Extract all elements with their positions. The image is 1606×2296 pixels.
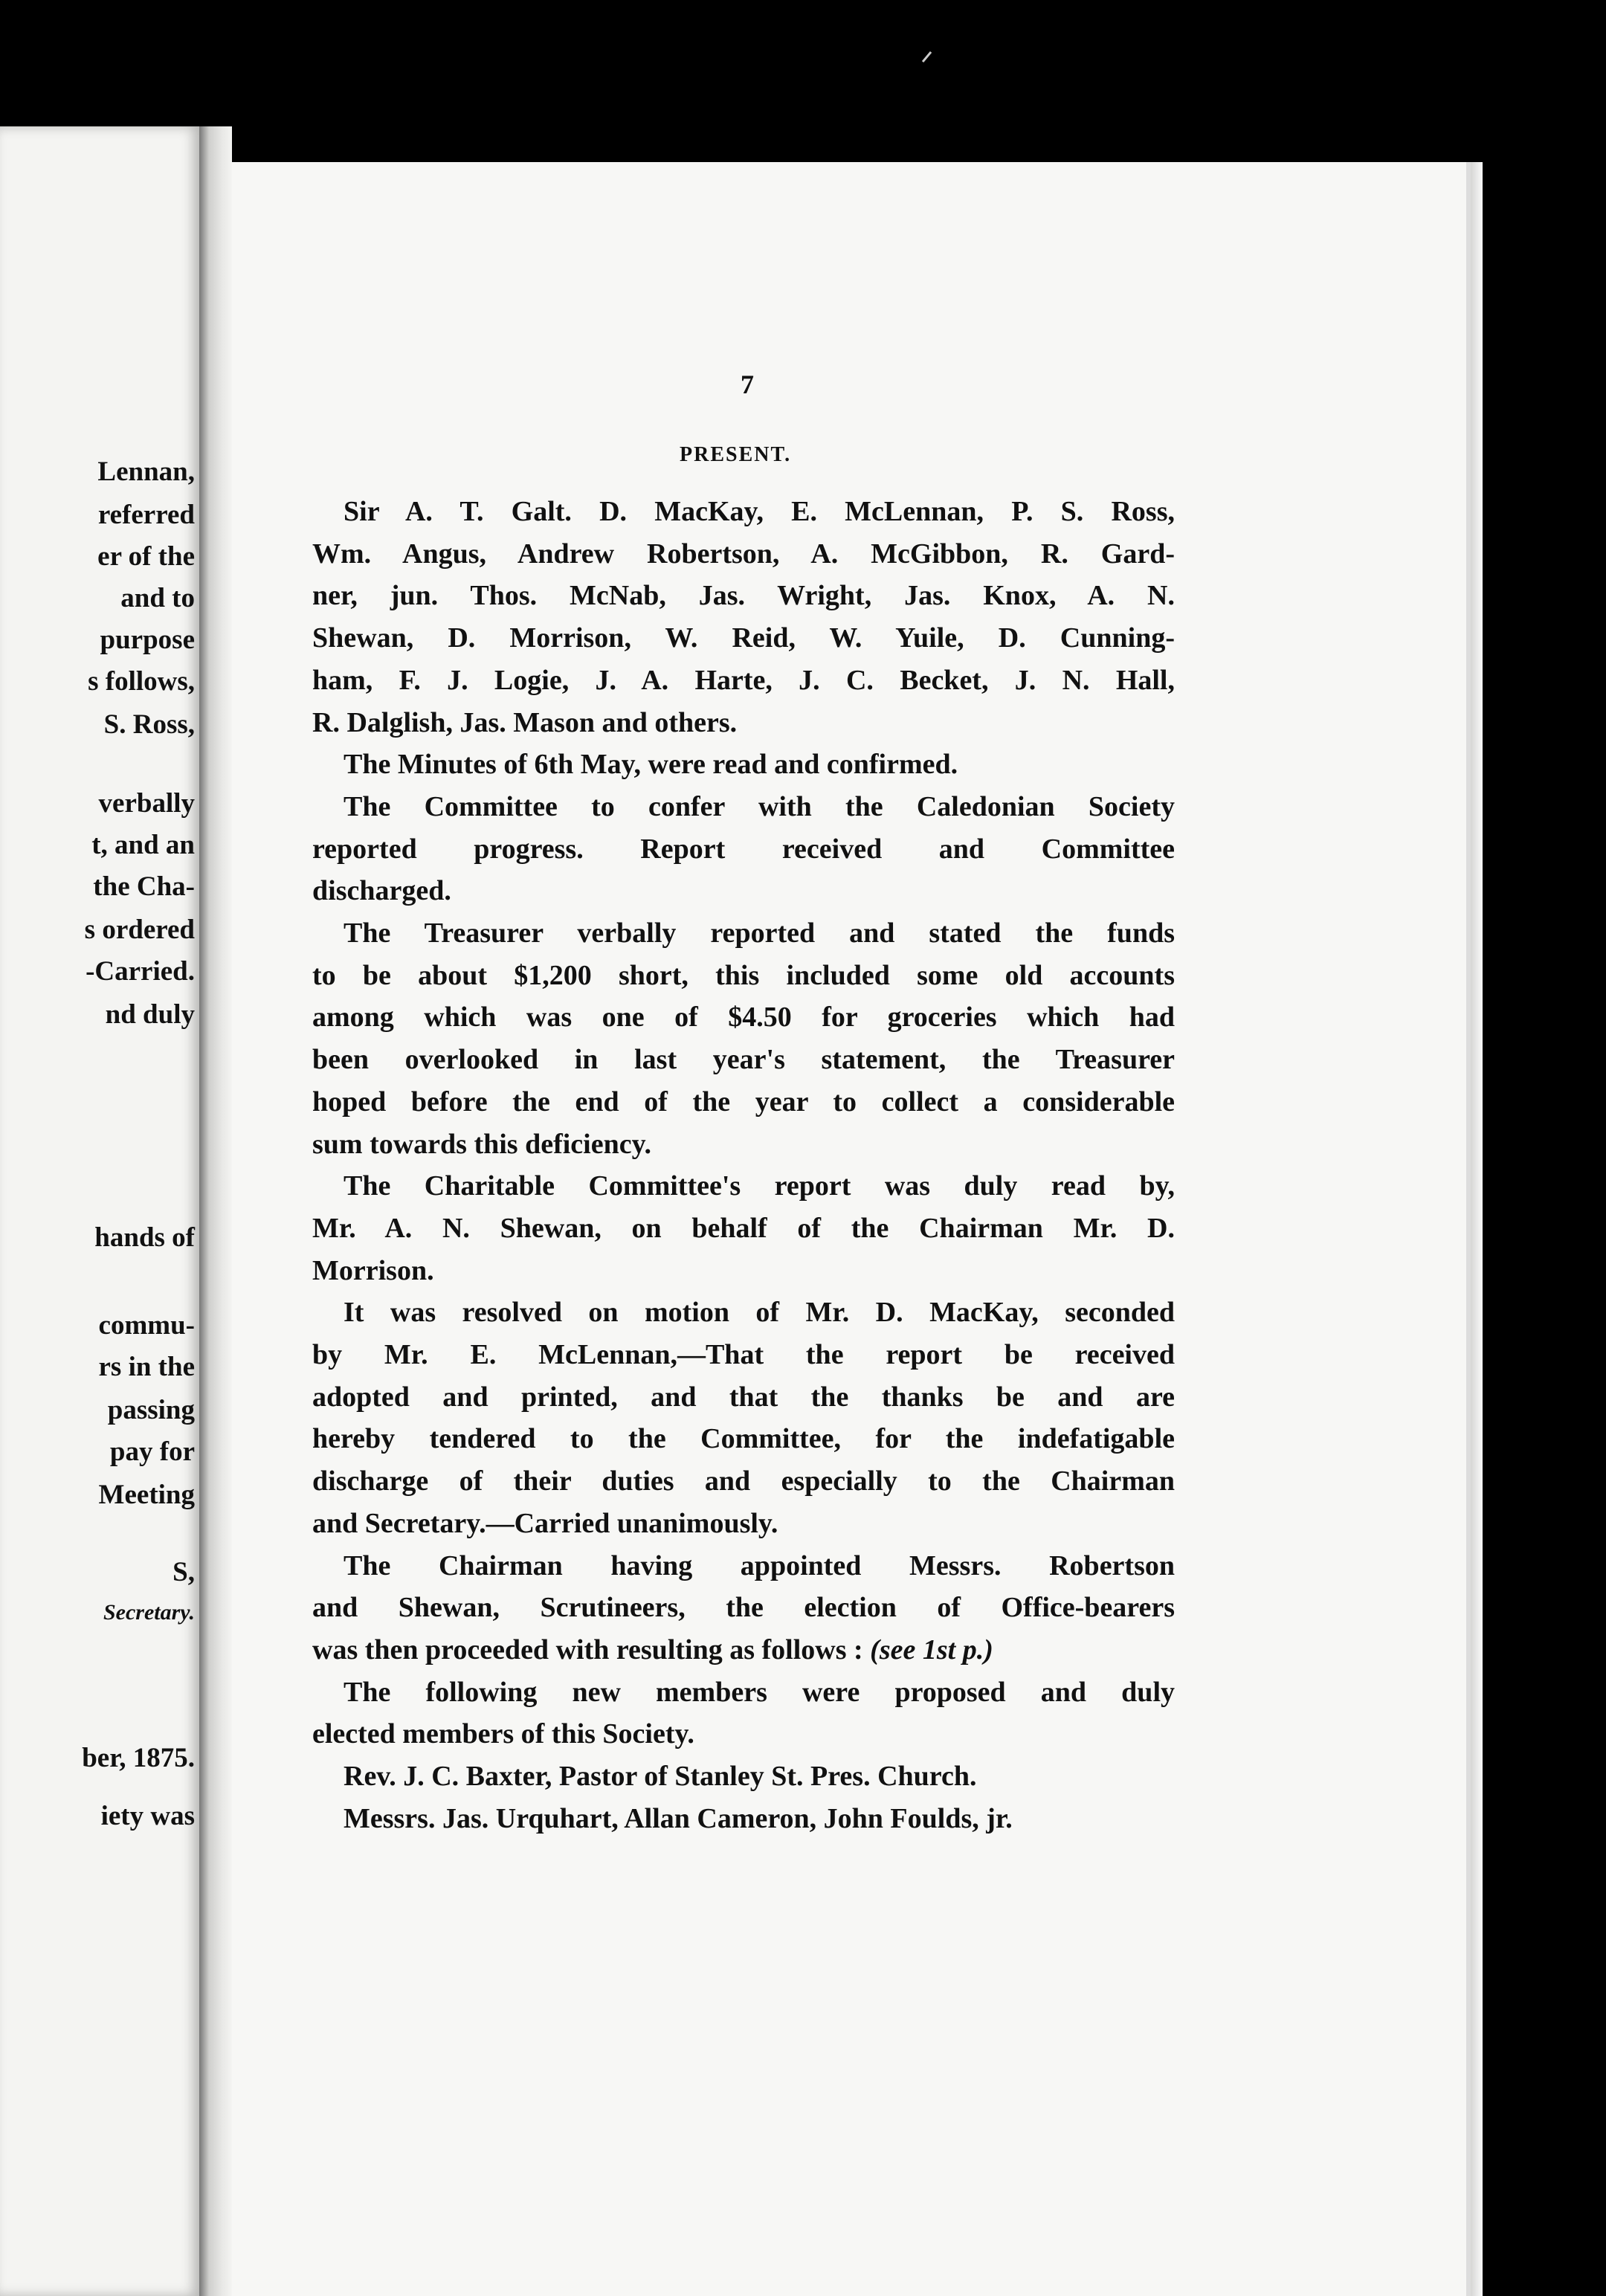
left-page-text-fragment: Lennan, [97, 457, 195, 487]
text-line: Wm. Angus, Andrew Robertson, A. McGibbon, R. Gard- [312, 538, 1175, 570]
text-line: Morrison. [312, 1254, 434, 1286]
text-line: Rev. J. C. Baxter, Pastor of Stanley St. Pres. Church. [344, 1761, 977, 1793]
text-line: Mr. A. N. Shewan, on behalf of the Chairman Mr. D. [312, 1212, 1175, 1244]
text-line: discharge of their duties and especially to the Chairman [312, 1465, 1175, 1497]
left-page-text-fragment: er of the [97, 541, 195, 572]
left-page-text-fragment: hands of [94, 1222, 195, 1253]
text-line [312, 1629, 1175, 1671]
text-line: adopted and printed, and that the thanks be and are [312, 1381, 1175, 1413]
left-page-text-fragment: referred [97, 500, 195, 530]
text-line: discharged. [312, 875, 451, 907]
text-line: ner, jun. Thos. McNab, Jas. Wright, Jas. Knox, A. N. [312, 580, 1175, 612]
section-heading: PRESENT. [680, 443, 792, 466]
text-line: hoped before the end of the year to collect a considerable [312, 1086, 1175, 1118]
text-line: Shewan, D. Morrison, W. Reid, W. Yuile, D. Cunning- [312, 622, 1175, 654]
left-page-text-fragment: Secretary. [103, 1600, 195, 1625]
left-page-text-fragment: s ordered [84, 915, 195, 945]
treasurer-paragraph [312, 912, 1175, 1165]
scrutineer-paragraph [312, 1545, 1175, 1671]
text-line: The Minutes of 6th May, were read and confirmed. [344, 749, 958, 781]
left-page-text-fragment: ber, 1875. [82, 1743, 195, 1773]
page-number: 7 [741, 370, 754, 399]
left-page-text-fragment: commu- [98, 1310, 195, 1341]
left-page-text-fragment: pay for [109, 1436, 195, 1467]
minutes-paragraph [312, 744, 1175, 786]
text-line: by Mr. E. McLennan,—That the report be received [312, 1339, 1175, 1371]
left-page-text-fragment: rs in the [98, 1352, 195, 1382]
new-members-list [312, 1755, 1175, 1839]
left-page-text-fragment: nd duly [105, 999, 195, 1030]
left-page-text-fragment: iety was [100, 1801, 195, 1831]
text-line: ham, F. J. Logie, J. A. Harte, J. C. Becket, J. N. Hall, [312, 664, 1175, 696]
text-line: Sir A. T. Galt. D. MacKay, E. McLennan, P. S. Ross, [344, 496, 1175, 527]
text-line: R. Dalglish, Jas. Mason and others. [312, 706, 738, 738]
committee-paragraph [312, 786, 1175, 912]
book-gutter [199, 126, 232, 2296]
text-line: elected members of this Society. [312, 1718, 694, 1750]
text-line: The Treasurer verbally reported and stated the funds [344, 918, 1175, 949]
text-line: sum towards this deficiency. [312, 1128, 651, 1160]
scrutineer-text: was then proceeded with resulting as follows : [312, 1634, 863, 1665]
left-page-text-fragment: S, [172, 1557, 195, 1587]
body-text [312, 491, 1175, 1840]
left-page-text-fragment: passing [107, 1395, 195, 1425]
text-line: been overlooked in last year's statement, the Treasurer [312, 1044, 1175, 1076]
text-line: to be about $1,200 short, this included some old accounts [312, 959, 1175, 991]
left-page-text-fragment: s follows, [88, 666, 195, 697]
left-page-text-fragment: verbally [98, 788, 195, 819]
text-line: The Chairman having appointed Messrs. Robertson [344, 1550, 1175, 1581]
corner-mark: ᐟ [920, 45, 934, 81]
resolution-paragraph [312, 1292, 1175, 1544]
text-line: reported progress. Report received and Committee [312, 833, 1175, 865]
text-line: The Committee to confer with the Caledonian Society [344, 790, 1175, 822]
text-line: It was resolved on motion of Mr. D. MacKay, seconded [344, 1297, 1175, 1329]
left-page-text-fragment: t, and an [91, 830, 195, 860]
text-line: hereby tendered to the Committee, for the indefatigable [312, 1423, 1175, 1455]
text-line: The Charitable Committee's report was duly read by, [344, 1170, 1175, 1202]
left-page-text-fragment: S. Ross, [103, 709, 195, 740]
present-paragraph [312, 491, 1175, 744]
left-page-text-fragment: -Carried. [86, 956, 195, 987]
left-page-text-fragment: Meeting [98, 1480, 195, 1510]
left-page-text-fragment: the Cha- [93, 871, 195, 902]
left-page-text-fragment: and to [120, 583, 195, 613]
text-line: among which was one of $4.50 for groceries which had [312, 1002, 1175, 1033]
left-page [0, 126, 199, 2296]
text-line: and Secretary.—Carried unanimously. [312, 1507, 778, 1539]
charitable-paragraph [312, 1165, 1175, 1292]
left-page-text-fragment: purpose [100, 625, 195, 655]
see-note: (see 1st p.) [870, 1634, 993, 1665]
text-line: Messrs. Jas. Urquhart, Allan Cameron, John Foulds, jr. [344, 1802, 1013, 1834]
members-paragraph [312, 1671, 1175, 1755]
text-line: and Shewan, Scrutineers, the election of Office-bearers [312, 1592, 1175, 1624]
text-line: The following new members were proposed and duly [344, 1676, 1175, 1708]
